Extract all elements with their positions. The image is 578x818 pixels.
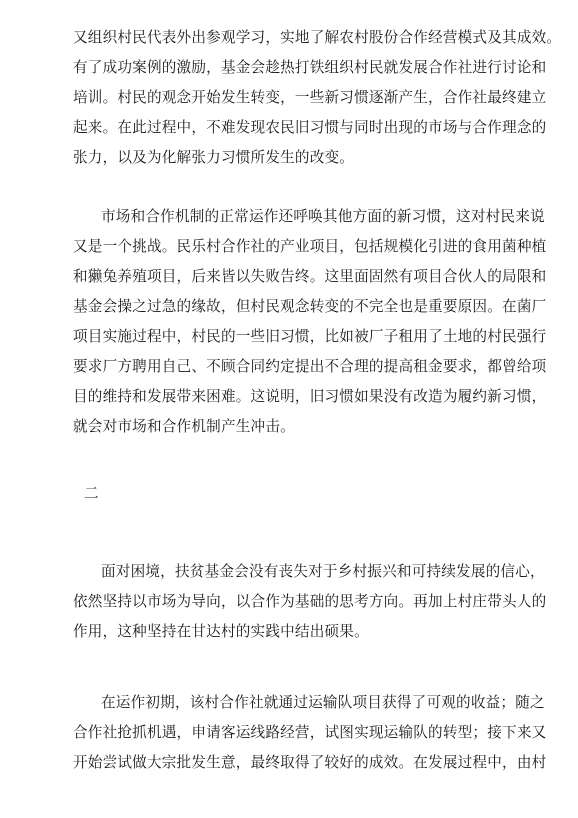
paragraph-line: 目的维持和发展带来困难。这说明，旧习惯如果没有改造为履约新习惯， — [73, 388, 547, 405]
paragraph-line: 项目实施过程中，村民的一些旧习惯，比如被厂子租用了土地的村民强行 — [73, 328, 547, 345]
paragraph-line: 作用，这种坚持在甘达村的实践中结出硕果。 — [73, 623, 369, 640]
paragraph-line: 又是一个挑战。民乐村合作社的产业项目，包括规模化引进的食用菌种植 — [73, 238, 547, 255]
paragraph-line: 和獭兔养殖项目，后来皆以失败告终。这里面固然有项目合伙人的局限和 — [73, 268, 547, 285]
paragraph-line: 张力，以及为化解张力习惯所发生的改变。 — [73, 149, 355, 166]
paragraph-line: 培训。村民的观念开始发生转变，一些新习惯逐渐产生，合作社最终建立 — [73, 89, 547, 106]
paragraph-line: 依然坚持以市场为导向，以合作为基础的思考方向。再加上村庄带头人的 — [73, 593, 547, 610]
paragraph-line: 基金会操之过急的缘故，但村民观念转变的不完全也是重要原因。在菌厂 — [73, 298, 547, 315]
paragraph-line: 合作社抢抓机遇，申请客运线路经营，试图实现运输队的转型；接下来又 — [73, 724, 547, 741]
paragraph-line: 面对困境，扶贫基金会没有丧失对于乡村振兴和可持续发展的信心， — [101, 563, 545, 580]
paragraph-line: 在运作初期，该村合作社就通过运输队项目获得了可观的收益；随之 — [101, 694, 545, 711]
paragraph-line: 开始尝试做大宗批发生意，最终取得了较好的成效。在发展过程中，由村 — [73, 754, 547, 771]
paragraph-line: 市场和合作机制的正常运作还呼唤其他方面的新习惯，这对村民来说 — [101, 208, 545, 225]
paragraph-line: 要求厂方聘用自己、不顾合同约定提出不合理的提高租金要求，都曾给项 — [73, 358, 547, 375]
paragraph-line: 有了成功案例的激励，基金会趁热打铁组织村民就发展合作社进行讨论和 — [73, 59, 547, 76]
section-heading: 二 — [84, 485, 99, 502]
paragraph-line: 就会对市场和合作机制产生冲击。 — [73, 418, 295, 435]
paragraph-line: 起来。在此过程中，不难发现农民旧习惯与同时出现的市场与合作理念的 — [73, 119, 547, 136]
paragraph-line: 又组织村民代表外出参观学习，实地了解农村股份合作经营模式及其成效。 — [73, 29, 562, 46]
